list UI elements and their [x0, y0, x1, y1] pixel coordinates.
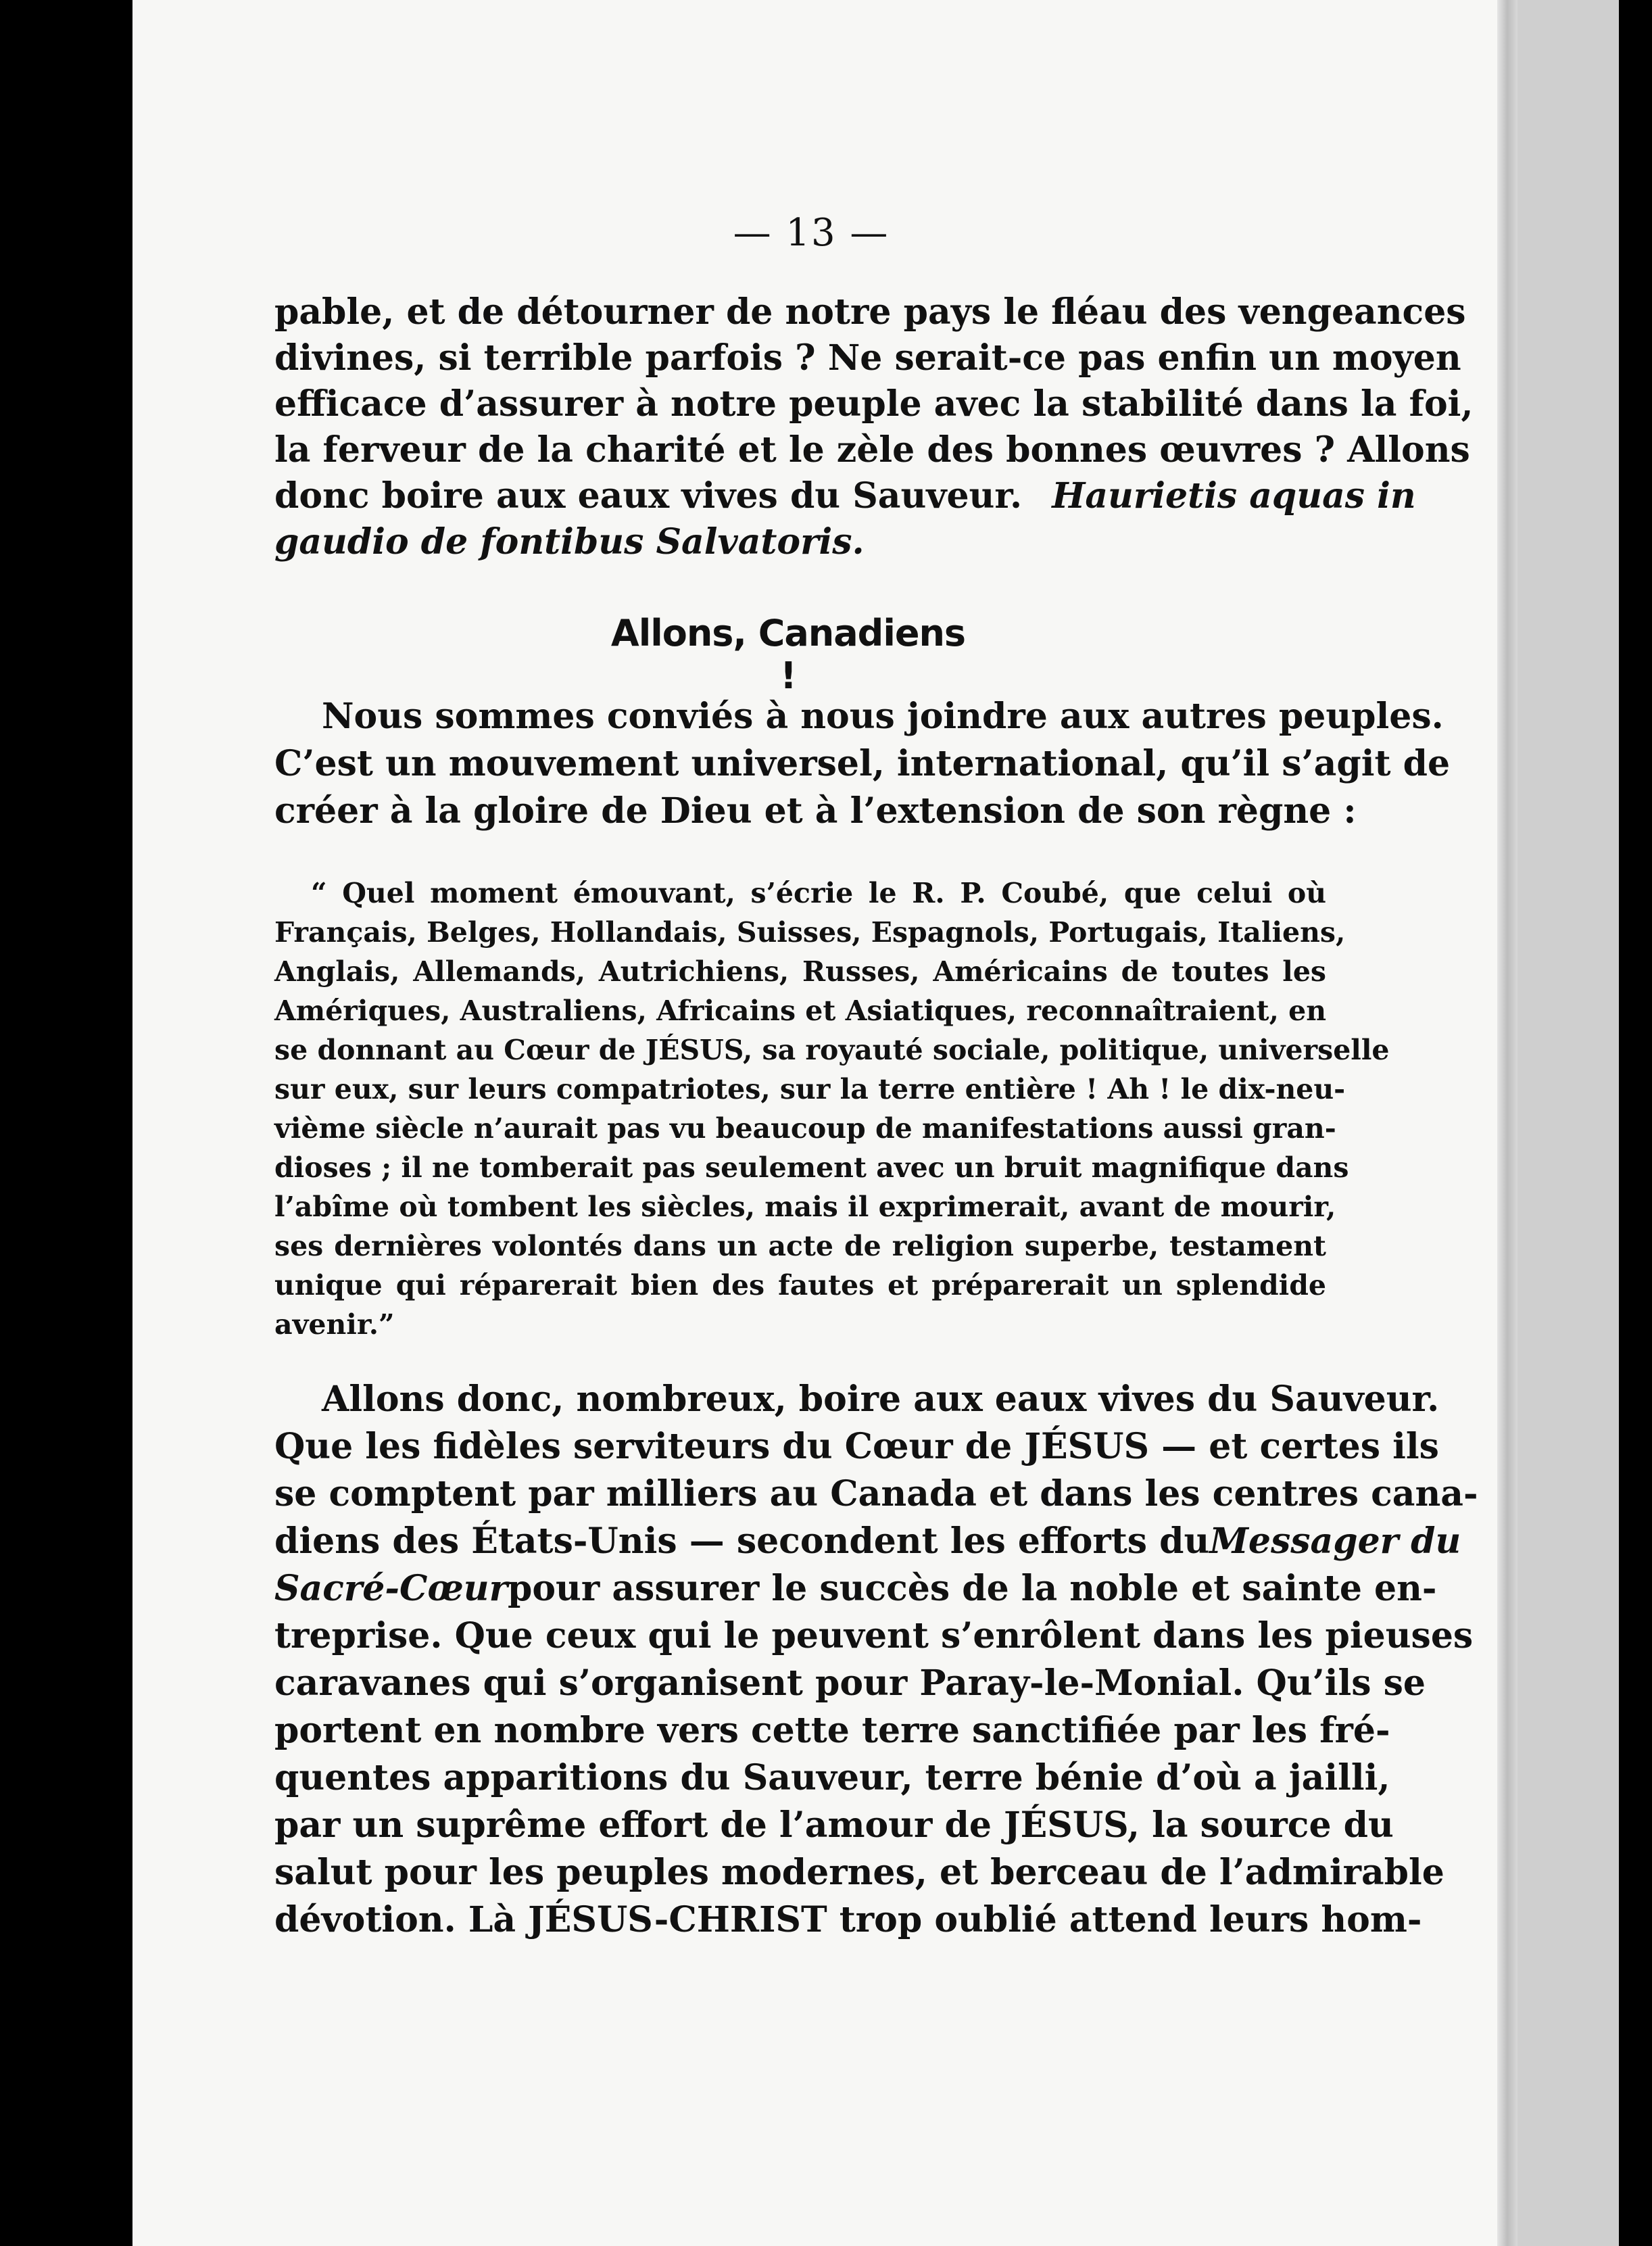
text-line: par un suprême effort de l’amour de JÉSUS, la source du: [274, 1805, 1394, 1846]
quote-line: ses dernières volontés dans un acte de religion superbe, testament: [274, 1230, 1326, 1262]
journal-title: Messager du: [1209, 1521, 1461, 1562]
text-line-part: pour assurer le succès de la noble et sainte en-: [508, 1568, 1437, 1609]
text-line: dévotion. Là JÉSUS-CHRIST trop oublié attend leurs hom-: [274, 1899, 1422, 1940]
quote-line: sur eux, sur leurs compatriotes, sur la terre entière ! Ah ! le dix-neu-: [274, 1073, 1346, 1105]
text-line: efficace d’assurer à notre peuple avec la stabilité dans la foi,: [274, 383, 1474, 425]
page-edge: [1497, 0, 1517, 2246]
text-line: caravanes qui s’organisent pour Paray-le-Monial. Qu’ils se: [274, 1663, 1426, 1704]
page-number: — 13 —: [733, 211, 890, 255]
text-line: créer à la gloire de Dieu et à l’extension de son règne :: [274, 790, 1357, 832]
text-line: Nous sommes conviés à nous joindre aux autres peuples.: [322, 696, 1444, 737]
quote-line: unique qui réparerait bien des fautes et préparerait un splendide: [274, 1269, 1326, 1301]
scan-border-right: [1619, 0, 1652, 2246]
text-line: salut pour les peuples modernes, et berceau de l’admirable: [274, 1852, 1444, 1893]
quote-line: l’abîme où tombent les siècles, mais il exprimerait, avant de mourir,: [274, 1191, 1336, 1223]
text-line: C’est un mouvement universel, international, qu’il s’agit de: [274, 743, 1451, 784]
quote-line: dioses ; il ne tomberait pas seulement avec un bruit magnifique dans: [274, 1151, 1349, 1184]
text-line: quentes apparitions du Sauveur, terre bénie d’où a jailli,: [274, 1757, 1390, 1798]
scan-border-left: [0, 0, 132, 2246]
text-line: Que les fidèles serviteurs du Cœur de JÉSUS — et certes ils: [274, 1426, 1439, 1467]
text-line: divines, si terrible parfois ? Ne serait-ce pas enfin un moyen: [274, 337, 1461, 379]
quote-line: “ Quel moment émouvant, s’écrie le R. P. Coubé, que celui où: [311, 877, 1326, 909]
quote-line: vième siècle n’aurait pas vu beaucoup de manifestations aussi gran-: [274, 1112, 1336, 1145]
underlying-page: [1517, 0, 1619, 2246]
text-line: portent en nombre vers cette terre sanctifiée par les fré-: [274, 1710, 1390, 1751]
journal-title: Sacré-Cœur: [274, 1568, 508, 1609]
text-line: la ferveur de la charité et le zèle des bonnes œuvres ? Allons: [274, 429, 1470, 471]
text-line: treprise. Que ceux qui le peuvent s’enrôlent dans les pieuses: [274, 1615, 1474, 1656]
latin-quote: Haurietis aquas in: [1052, 475, 1416, 517]
text-line: [274, 1521, 1461, 1562]
text-line-part: diens des États-Unis — secondent les efforts du: [274, 1521, 1210, 1562]
text-line: pable, et de détourner de notre pays le fléau des vengeances: [274, 291, 1466, 333]
quote-line: Français, Belges, Hollandais, Suisses, Espagnols, Portugais, Italiens,: [274, 916, 1346, 949]
section-heading: Allons, Canadiens !: [610, 612, 966, 697]
latin-quote: gaudio de fontibus Salvatoris.: [274, 521, 865, 563]
text-line: se comptent par milliers au Canada et dans les centres cana-: [274, 1473, 1478, 1514]
text-line: [274, 1568, 1437, 1609]
quote-line: Amériques, Australiens, Africains et Asiatiques, reconnaîtraient, en: [274, 995, 1327, 1027]
quote-line: avenir.”: [274, 1308, 395, 1341]
text-line-part: donc boire aux eaux vives du Sauveur.: [274, 475, 1023, 517]
quote-line: Anglais, Allemands, Autrichiens, Russes, Américains de toutes les: [274, 955, 1326, 988]
text-line: Allons donc, nombreux, boire aux eaux vives du Sauveur.: [322, 1379, 1440, 1420]
quote-line: se donnant au Cœur de JÉSUS, sa royauté sociale, politique, universelle: [274, 1034, 1390, 1066]
text-line: [274, 475, 1416, 517]
